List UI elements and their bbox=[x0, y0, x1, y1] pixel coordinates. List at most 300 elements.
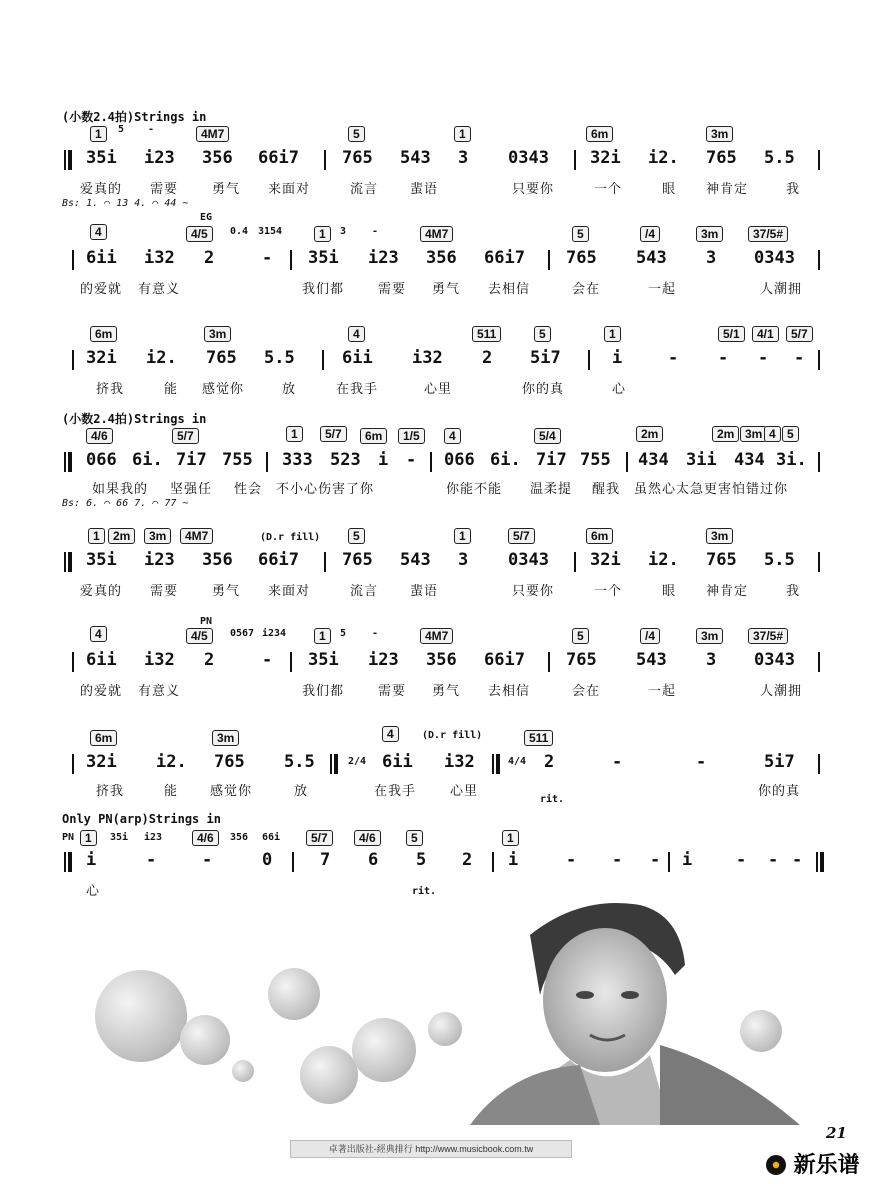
note-group: 3 bbox=[706, 248, 717, 268]
note-group: - bbox=[262, 650, 273, 670]
lyric: 挤我 bbox=[96, 784, 125, 799]
note-group: 5i7 bbox=[764, 752, 795, 772]
note-group: 66i7 bbox=[484, 650, 525, 670]
lyric: 爱真的 bbox=[80, 182, 123, 197]
chord-label: 1 bbox=[454, 528, 471, 544]
lyric: 性会 bbox=[234, 482, 263, 497]
chord-label: 5/7 bbox=[172, 428, 199, 444]
note-group: 356 bbox=[426, 650, 457, 670]
barline bbox=[574, 150, 576, 170]
note-group: 765 bbox=[706, 148, 737, 168]
lyric: 如果我的 bbox=[92, 482, 149, 497]
note-group: 0343 bbox=[754, 248, 795, 268]
note-group: 066 bbox=[86, 450, 117, 470]
note-group: 6 bbox=[368, 850, 379, 870]
note-group: 3ii bbox=[686, 450, 717, 470]
chord-label: /4 bbox=[640, 226, 660, 242]
chord-label: 1 bbox=[314, 628, 331, 644]
note-group: 765 bbox=[342, 148, 373, 168]
cue-label: PN bbox=[62, 832, 75, 843]
lyric: 感觉你 bbox=[202, 382, 245, 397]
lyric: 的爱就 bbox=[80, 282, 123, 297]
chord-label: 3m bbox=[696, 226, 723, 242]
note-group: 765 bbox=[566, 248, 597, 268]
lyric: 人潮拥 bbox=[760, 684, 803, 699]
chord-label: 1/5 bbox=[398, 428, 425, 444]
note-group: i2. bbox=[156, 752, 187, 772]
note-group: i2. bbox=[146, 348, 177, 368]
lyric: 一起 bbox=[648, 282, 677, 297]
note-group: 66i7 bbox=[258, 550, 299, 570]
barline bbox=[430, 452, 432, 472]
lyric: 心里 bbox=[450, 784, 479, 799]
chord-label: 1 bbox=[454, 126, 471, 142]
lyric: 感觉你 bbox=[210, 784, 253, 799]
note-group: 2 bbox=[544, 752, 555, 772]
barline bbox=[588, 350, 590, 370]
note-group: i32 bbox=[412, 348, 443, 368]
note-group: 765 bbox=[214, 752, 245, 772]
note-group: 5i7 bbox=[530, 348, 561, 368]
lyric: 温柔提 bbox=[530, 482, 573, 497]
grace-note: i23 bbox=[144, 832, 163, 843]
barline bbox=[72, 350, 74, 370]
double-barline bbox=[64, 552, 72, 572]
chord-label: 5 bbox=[406, 830, 423, 846]
chord-label: 3m bbox=[706, 528, 733, 544]
rit-marking: rit. bbox=[412, 886, 437, 897]
chord-label: 4/6 bbox=[86, 428, 113, 444]
note-group: i bbox=[682, 850, 693, 870]
chord-label: 37/5# bbox=[748, 226, 788, 242]
chord-label: 5 bbox=[348, 528, 365, 544]
note-group: 35i bbox=[86, 550, 117, 570]
chord-label: 4 bbox=[382, 726, 399, 742]
chord-label: 5/4 bbox=[534, 428, 561, 444]
chord-label: 5/1 bbox=[718, 326, 745, 342]
note-group: 066 bbox=[444, 450, 475, 470]
note-group: i2. bbox=[648, 148, 679, 168]
chord-label: 5 bbox=[782, 426, 799, 442]
note-group: 333 bbox=[282, 450, 313, 470]
rest-dash: - bbox=[372, 628, 379, 639]
note-group: 7i7 bbox=[536, 450, 567, 470]
barline bbox=[324, 552, 326, 572]
bass-line: Bs: 1. ⌒ 13 4. ⌒ 44 ~ bbox=[62, 198, 189, 209]
chord-label: 3m bbox=[740, 426, 767, 442]
lyric: 只要你 bbox=[512, 182, 555, 197]
note-group: i bbox=[508, 850, 519, 870]
cue-label: (D.r fill) bbox=[260, 532, 321, 543]
portrait-photo bbox=[470, 895, 800, 1125]
note-group: 755 bbox=[580, 450, 611, 470]
grace-note: i234 bbox=[262, 628, 287, 639]
grace-note: 356 bbox=[230, 832, 249, 843]
rit-marking: rit. bbox=[540, 794, 565, 805]
barline bbox=[292, 852, 294, 872]
grace-note: 5 bbox=[340, 628, 347, 639]
note-group: i32 bbox=[444, 752, 475, 772]
lyric: 眼 bbox=[662, 584, 677, 599]
note-group: - bbox=[696, 752, 707, 772]
barline bbox=[290, 250, 292, 270]
page-number: 21 bbox=[826, 1124, 847, 1142]
barline bbox=[72, 250, 74, 270]
chord-label: 4/6 bbox=[354, 830, 381, 846]
barline bbox=[266, 452, 268, 472]
note-group: 356 bbox=[426, 248, 457, 268]
grace-note: 3 bbox=[340, 226, 347, 237]
lyric: 我们都 bbox=[302, 684, 345, 699]
chord-label: /4 bbox=[640, 628, 660, 644]
note-group: i23 bbox=[368, 650, 399, 670]
note-group: i32 bbox=[144, 650, 175, 670]
chord-label: 5/7 bbox=[306, 830, 333, 846]
chord-label: 3m bbox=[144, 528, 171, 544]
barline bbox=[492, 852, 494, 872]
note-group: i23 bbox=[144, 550, 175, 570]
chord-label: 5 bbox=[348, 126, 365, 142]
note-group: 6i. bbox=[132, 450, 163, 470]
lyric: 我们都 bbox=[302, 282, 345, 297]
note-group: 32i bbox=[86, 348, 117, 368]
note-group: 3 bbox=[458, 550, 469, 570]
lyric: 爱真的 bbox=[80, 584, 123, 599]
chord-label: 5/7 bbox=[508, 528, 535, 544]
lyric: 勇气 bbox=[432, 282, 461, 297]
chord-label: 1 bbox=[88, 528, 105, 544]
decorative-sphere bbox=[180, 1015, 230, 1065]
vinyl-icon bbox=[766, 1155, 786, 1175]
chord-label: 4M7 bbox=[180, 528, 213, 544]
publisher-footer: 卓著出版社-經典排行 http://www.musicbook.com.tw bbox=[290, 1140, 572, 1158]
double-barline bbox=[64, 452, 72, 472]
note-group: - bbox=[668, 348, 679, 368]
grace-note: 0567 bbox=[230, 628, 255, 639]
chord-label: 5 bbox=[572, 628, 589, 644]
lyric: 一个 bbox=[594, 182, 623, 197]
chord-label: 4M7 bbox=[196, 126, 229, 142]
note-group: i23 bbox=[144, 148, 175, 168]
lyric: 需要 bbox=[378, 282, 407, 297]
chord-label: 4/5 bbox=[186, 628, 213, 644]
lyric: 心里 bbox=[424, 382, 453, 397]
chord-label: 5 bbox=[572, 226, 589, 242]
note-group: - bbox=[262, 248, 273, 268]
note-group: i32 bbox=[144, 248, 175, 268]
chord-label: 4M7 bbox=[420, 628, 453, 644]
note-group: 7i7 bbox=[176, 450, 207, 470]
cue-label: PN bbox=[200, 616, 213, 627]
lyric: 去相信 bbox=[488, 684, 531, 699]
note-group: 5.5 bbox=[264, 348, 295, 368]
chord-label: 5/7 bbox=[320, 426, 347, 442]
note-group: 35i bbox=[86, 148, 117, 168]
note-group: 6i. bbox=[490, 450, 521, 470]
note-group: 6ii bbox=[86, 650, 117, 670]
grace-note: 66i bbox=[262, 832, 281, 843]
lyric: 需要 bbox=[150, 182, 179, 197]
lyric: 一起 bbox=[648, 684, 677, 699]
rest-dash: - bbox=[148, 124, 155, 135]
barline bbox=[72, 652, 74, 672]
chord-label: 6m bbox=[586, 126, 613, 142]
chord-label: 1 bbox=[604, 326, 621, 342]
barline bbox=[574, 552, 576, 572]
note-group: 2 bbox=[204, 248, 215, 268]
note-group: 66i7 bbox=[484, 248, 525, 268]
chord-label: 4 bbox=[90, 626, 107, 642]
lyric: 神肯定 bbox=[706, 584, 749, 599]
chord-label: 1 bbox=[502, 830, 519, 846]
note-group: - bbox=[758, 348, 769, 368]
chord-label: 1 bbox=[80, 830, 97, 846]
note-group: 765 bbox=[706, 550, 737, 570]
note-group: 765 bbox=[206, 348, 237, 368]
note-group: 434 bbox=[734, 450, 765, 470]
barline bbox=[818, 250, 820, 270]
barline bbox=[324, 150, 326, 170]
section-cue: (小数2.4拍)Strings in bbox=[62, 110, 207, 124]
lyric: 挤我 bbox=[96, 382, 125, 397]
lyric: 蜚语 bbox=[410, 182, 439, 197]
grace-note: 3154 bbox=[258, 226, 283, 237]
note-group: 765 bbox=[566, 650, 597, 670]
note-group: - bbox=[566, 850, 577, 870]
lyric: 放 bbox=[282, 382, 297, 397]
chord-label: 5/7 bbox=[786, 326, 813, 342]
note-group: 543 bbox=[636, 248, 667, 268]
note-group: 3 bbox=[706, 650, 717, 670]
double-barline bbox=[64, 150, 72, 170]
chord-label: 4M7 bbox=[420, 226, 453, 242]
double-barline bbox=[64, 852, 72, 872]
note-group: i23 bbox=[368, 248, 399, 268]
decorative-sphere bbox=[428, 1012, 462, 1046]
chord-label: 4 bbox=[444, 428, 461, 444]
lyric: 流言 bbox=[350, 182, 379, 197]
note-group: - bbox=[612, 752, 623, 772]
note-group: - bbox=[768, 850, 779, 870]
note-group: 765 bbox=[342, 550, 373, 570]
note-group: 3i. bbox=[776, 450, 807, 470]
note-group: i bbox=[378, 450, 389, 470]
chord-label: 4/5 bbox=[186, 226, 213, 242]
chord-label: 3m bbox=[696, 628, 723, 644]
lyric: 流言 bbox=[350, 584, 379, 599]
note-group: 66i7 bbox=[258, 148, 299, 168]
lyric: 不小心伤害了你 bbox=[276, 482, 375, 497]
note-group: 543 bbox=[400, 148, 431, 168]
chord-label: 3m bbox=[204, 326, 231, 342]
double-barline bbox=[330, 754, 338, 774]
chord-label: 4 bbox=[90, 224, 107, 240]
note-group: 35i bbox=[308, 248, 339, 268]
barline bbox=[322, 350, 324, 370]
lyric: 来面对 bbox=[268, 584, 311, 599]
lyric: 人潮拥 bbox=[760, 282, 803, 297]
lyric: 醒我 bbox=[592, 482, 621, 497]
barline bbox=[626, 452, 628, 472]
note-group: 543 bbox=[636, 650, 667, 670]
chord-label: 4 bbox=[348, 326, 365, 342]
chord-label: 2m bbox=[712, 426, 739, 442]
cue-label: (D.r fill) bbox=[422, 730, 483, 741]
grace-note: 0.4 bbox=[230, 226, 249, 237]
site-logo bbox=[766, 1148, 860, 1179]
chord-label: 6m bbox=[586, 528, 613, 544]
lyric: 你能不能 bbox=[446, 482, 503, 497]
note-group: - bbox=[718, 348, 729, 368]
note-group: 523 bbox=[330, 450, 361, 470]
decorative-sphere bbox=[95, 970, 187, 1062]
chord-label: 1 bbox=[90, 126, 107, 142]
lyric: 只要你 bbox=[512, 584, 555, 599]
note-group: 2 bbox=[204, 650, 215, 670]
note-group: 2 bbox=[482, 348, 493, 368]
note-group: 434 bbox=[638, 450, 669, 470]
chord-label: 4/6 bbox=[192, 830, 219, 846]
barline bbox=[818, 452, 820, 472]
decorative-sphere bbox=[300, 1046, 358, 1104]
note-group: i bbox=[612, 348, 623, 368]
barline bbox=[818, 652, 820, 672]
note-group: - bbox=[736, 850, 747, 870]
section-cue: Only PN(arp)Strings in bbox=[62, 812, 221, 826]
rest-dash: - bbox=[372, 226, 379, 237]
note-group: 5.5 bbox=[764, 550, 795, 570]
note-group: 6ii bbox=[86, 248, 117, 268]
lyric: 在我手 bbox=[374, 784, 417, 799]
note-group: 0343 bbox=[754, 650, 795, 670]
lyric: 勇气 bbox=[432, 684, 461, 699]
note-group: 5.5 bbox=[284, 752, 315, 772]
lyric: 神肯定 bbox=[706, 182, 749, 197]
grace-note: 5 bbox=[118, 124, 125, 135]
lyric: 会在 bbox=[572, 282, 601, 297]
note-group: 0 bbox=[262, 850, 273, 870]
note-group: - bbox=[792, 850, 803, 870]
time-signature: 2/4 bbox=[348, 756, 367, 767]
note-group: 32i bbox=[590, 148, 621, 168]
double-barline bbox=[492, 754, 500, 774]
lyric: 虽然心太急更害怕错过你 bbox=[634, 482, 789, 497]
note-group: 32i bbox=[86, 752, 117, 772]
lyric: 眼 bbox=[662, 182, 677, 197]
chord-label: 5 bbox=[534, 326, 551, 342]
note-group: - bbox=[650, 850, 661, 870]
note-group: - bbox=[794, 348, 805, 368]
note-group: 755 bbox=[222, 450, 253, 470]
note-group: - bbox=[612, 850, 623, 870]
note-group: 6ii bbox=[342, 348, 373, 368]
section-cue: (小数2.4拍)Strings in bbox=[62, 412, 207, 426]
lyric: 在我手 bbox=[336, 382, 379, 397]
lyric: 你的真 bbox=[758, 784, 801, 799]
barline bbox=[818, 754, 820, 774]
barline bbox=[668, 852, 670, 872]
chord-label: 6m bbox=[90, 730, 117, 746]
lyric: 的爱就 bbox=[80, 684, 123, 699]
barline bbox=[72, 754, 74, 774]
final-barline bbox=[816, 852, 824, 872]
lyric: 放 bbox=[294, 784, 309, 799]
note-group: 32i bbox=[590, 550, 621, 570]
cue-label: EG bbox=[200, 212, 213, 223]
note-group: 6ii bbox=[382, 752, 413, 772]
chord-label: 4/1 bbox=[752, 326, 779, 342]
note-group: 5 bbox=[416, 850, 427, 870]
chord-label: 1 bbox=[314, 226, 331, 242]
chord-label: 3m bbox=[706, 126, 733, 142]
note-group: - bbox=[146, 850, 157, 870]
chord-label: 37/5# bbox=[748, 628, 788, 644]
lyric: 勇气 bbox=[212, 182, 241, 197]
note-group: 356 bbox=[202, 148, 233, 168]
note-group: 543 bbox=[400, 550, 431, 570]
note-group: 356 bbox=[202, 550, 233, 570]
barline bbox=[818, 350, 820, 370]
lyric: 你的真 bbox=[522, 382, 565, 397]
barline bbox=[818, 552, 820, 572]
lyric: 心 bbox=[612, 382, 627, 397]
time-signature: 4/4 bbox=[508, 756, 527, 767]
lyric: 一个 bbox=[594, 584, 623, 599]
barline bbox=[548, 652, 550, 672]
chord-label: 6m bbox=[360, 428, 387, 444]
decorative-sphere bbox=[352, 1018, 416, 1082]
lyric: 去相信 bbox=[488, 282, 531, 297]
note-group: 3 bbox=[458, 148, 469, 168]
note-group: - bbox=[406, 450, 417, 470]
note-group: 0343 bbox=[508, 550, 549, 570]
note-group: 35i bbox=[308, 650, 339, 670]
lyric: 心 bbox=[86, 884, 101, 899]
lyric: 蜚语 bbox=[410, 584, 439, 599]
lyric: 会在 bbox=[572, 684, 601, 699]
note-group: i bbox=[86, 850, 97, 870]
note-group: - bbox=[202, 850, 213, 870]
chord-label: 2m bbox=[636, 426, 663, 442]
bass-line: Bs: 6. ⌒ 66 7. ⌒ 77 ~ bbox=[62, 498, 189, 509]
decorative-sphere bbox=[268, 968, 320, 1020]
lyric: 需要 bbox=[150, 584, 179, 599]
decorative-sphere bbox=[232, 1060, 254, 1082]
note-group: 5.5 bbox=[764, 148, 795, 168]
grace-note: 35i bbox=[110, 832, 129, 843]
lyric: 能 bbox=[164, 784, 179, 799]
barline bbox=[818, 150, 820, 170]
lyric: 勇气 bbox=[212, 584, 241, 599]
lyric: 能 bbox=[164, 382, 179, 397]
note-group: 0343 bbox=[508, 148, 549, 168]
note-group: 2 bbox=[462, 850, 473, 870]
lyric: 来面对 bbox=[268, 182, 311, 197]
lyric: 有意义 bbox=[138, 282, 181, 297]
barline bbox=[290, 652, 292, 672]
logo-text: 新乐谱 bbox=[793, 1153, 860, 1178]
chord-label: 6m bbox=[90, 326, 117, 342]
chord-label: 3m bbox=[212, 730, 239, 746]
chord-label: 4 bbox=[764, 426, 781, 442]
lyric: 我 bbox=[786, 182, 801, 197]
note-group: 7 bbox=[320, 850, 331, 870]
chord-label: 511 bbox=[472, 326, 501, 342]
chord-label: 511 bbox=[524, 730, 553, 746]
lyric: 我 bbox=[786, 584, 801, 599]
lyric: 需要 bbox=[378, 684, 407, 699]
barline bbox=[548, 250, 550, 270]
